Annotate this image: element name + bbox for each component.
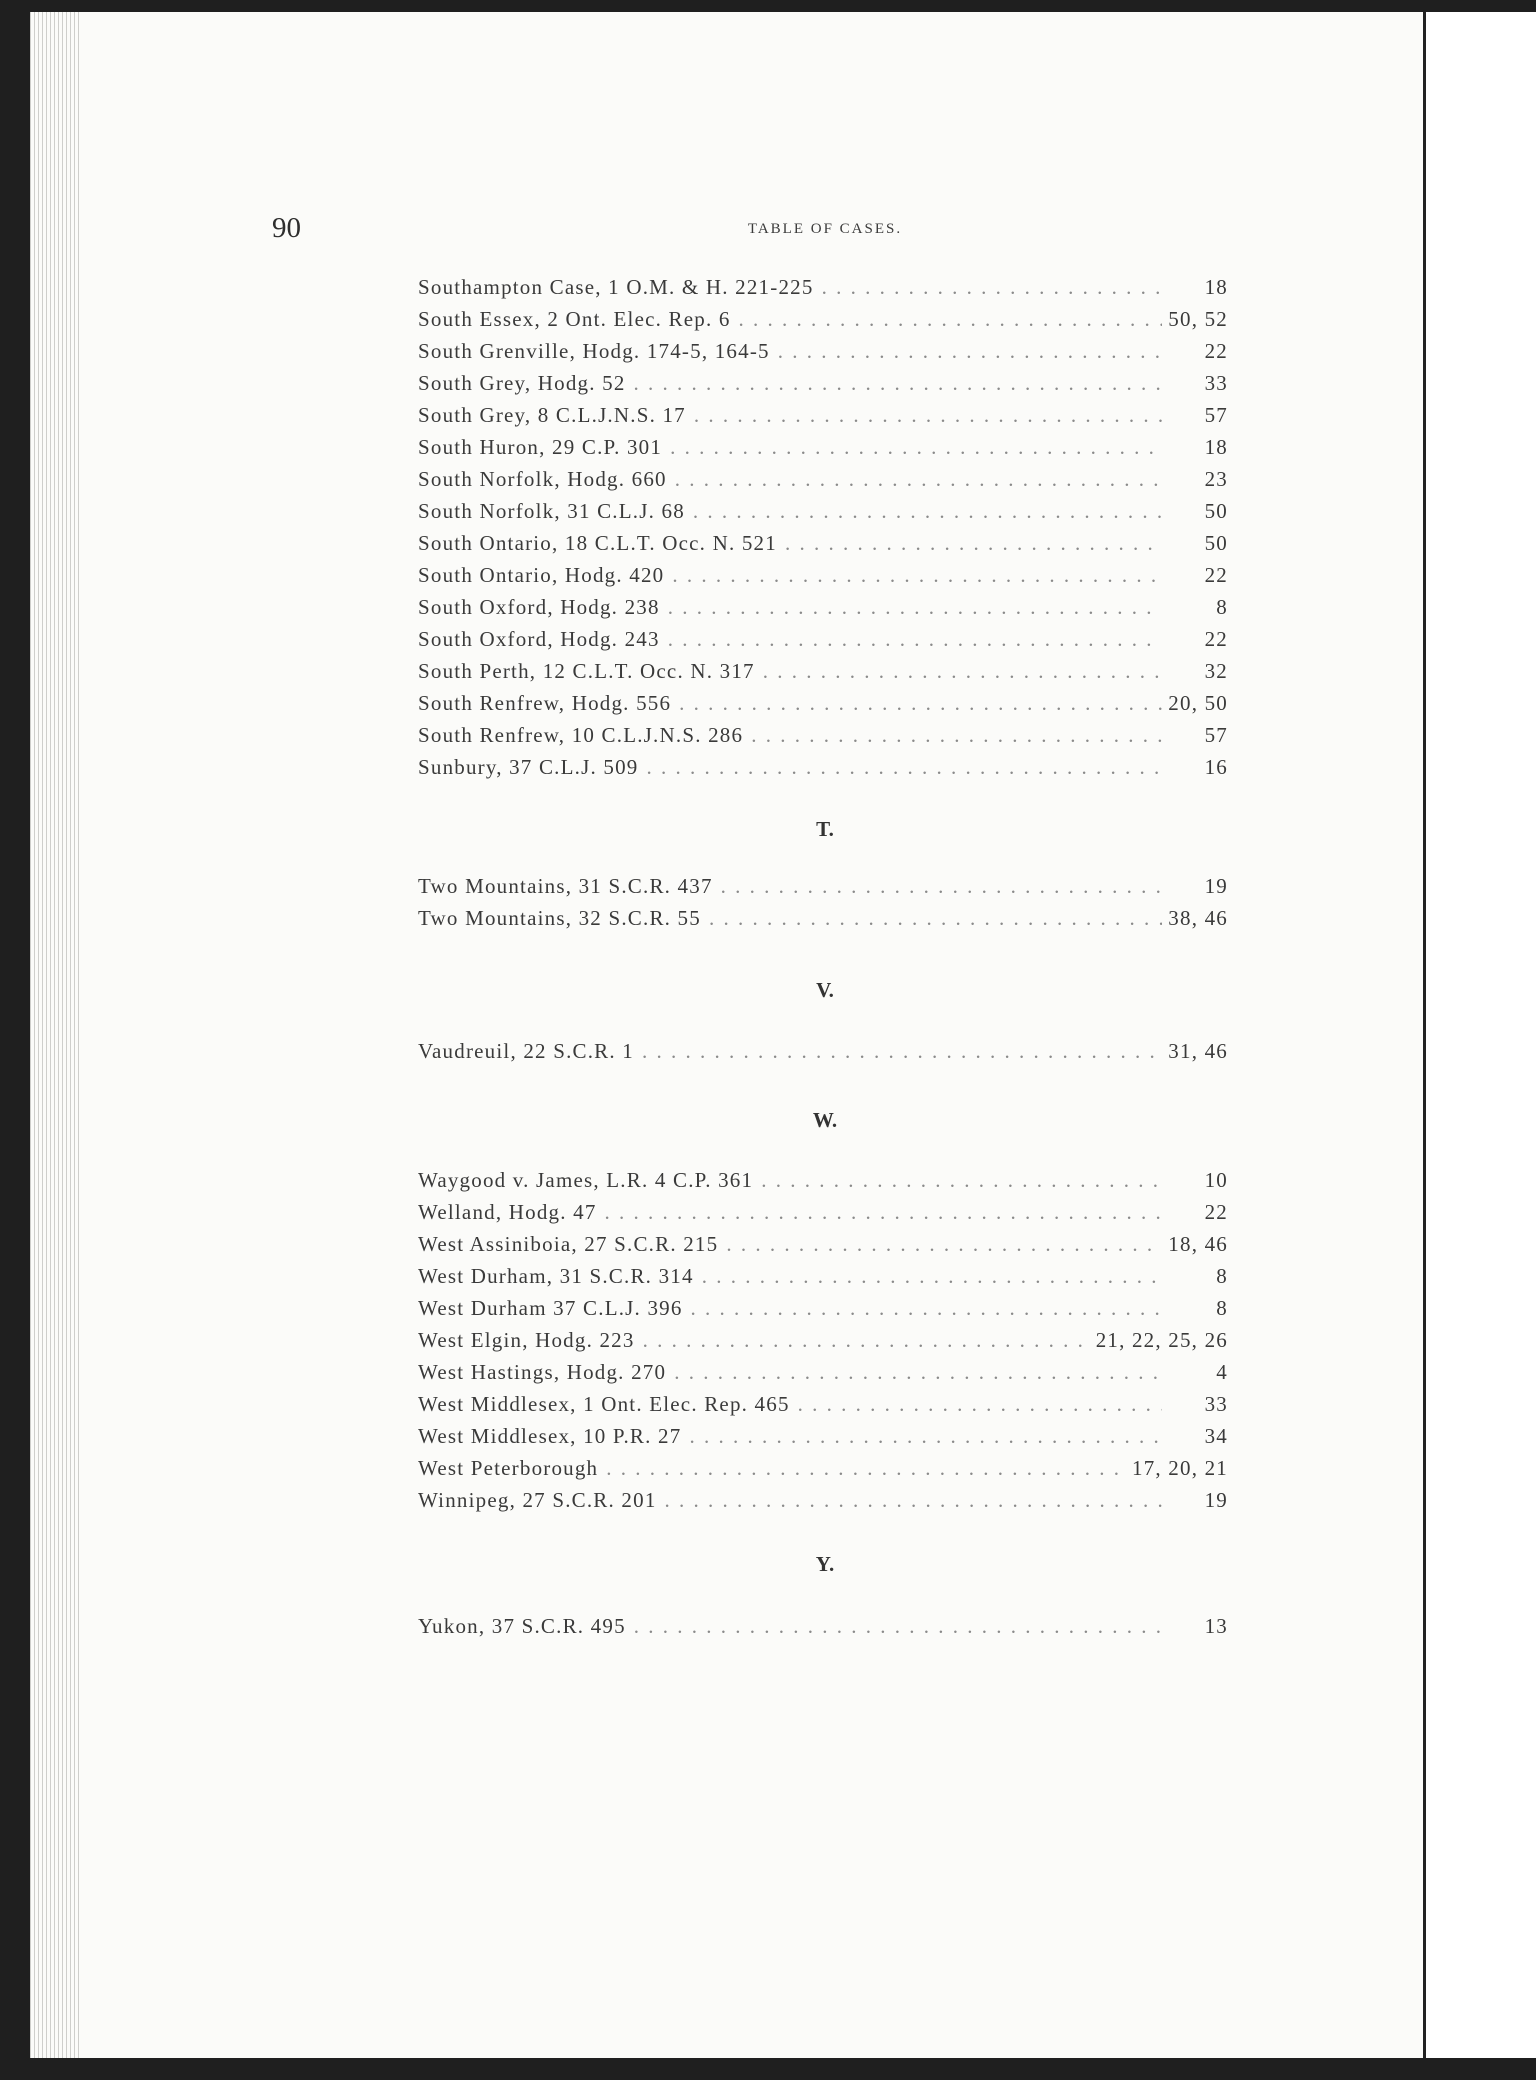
page-references: 23	[1204, 467, 1228, 491]
case-entry	[418, 303, 1228, 335]
case-name: South Oxford, Hodg. 243	[418, 627, 660, 651]
case-entry	[418, 1035, 1228, 1067]
dot-leader	[670, 431, 1162, 463]
dot-leader	[763, 655, 1162, 687]
case-name: South Ontario, 18 C.L.T. Occ. N. 521	[418, 531, 777, 555]
case-entry	[418, 335, 1228, 367]
section-t	[418, 870, 1228, 934]
case-name: South Norfolk, 31 C.L.J. 68	[418, 499, 685, 523]
case-name: South Renfrew, 10 C.L.J.N.S. 286	[418, 723, 744, 747]
dot-leader	[694, 399, 1162, 431]
case-name: Two Mountains, 31 S.C.R. 437	[418, 874, 713, 898]
case-entry	[418, 1196, 1228, 1228]
case-entry	[418, 902, 1228, 934]
dot-leader	[646, 751, 1162, 783]
case-name: South Grey, 8 C.L.J.N.S. 17	[418, 403, 686, 427]
page-references: 21, 22, 25, 26	[1095, 1328, 1228, 1352]
case-name: West Assiniboia, 27 S.C.R. 215	[418, 1232, 719, 1256]
dot-leader	[785, 527, 1162, 559]
facing-page-edge	[1423, 12, 1536, 2058]
page-references: 50, 52	[1168, 307, 1228, 331]
page-references: 57	[1204, 403, 1228, 427]
letter-heading-y: Y.	[815, 1552, 835, 1576]
case-entry	[418, 591, 1228, 623]
case-name: South Grey, Hodg. 52	[418, 371, 626, 395]
page-references: 33	[1204, 1392, 1228, 1416]
case-name: Southampton Case, 1 O.M. & H. 221-225	[418, 275, 814, 299]
case-entry	[418, 1324, 1228, 1356]
case-name: South Perth, 12 C.L.T. Occ. N. 317	[418, 659, 755, 683]
page-references: 8	[1216, 1296, 1228, 1320]
case-entry	[418, 559, 1228, 591]
case-entry	[418, 399, 1228, 431]
case-entry	[418, 1610, 1228, 1642]
page-references: 8	[1216, 595, 1228, 619]
dot-leader	[739, 303, 1162, 335]
case-name: West Peterborough	[418, 1456, 599, 1480]
case-entry	[418, 495, 1228, 527]
case-entry	[418, 1484, 1228, 1516]
page-references: 18, 46	[1168, 1232, 1228, 1256]
case-name: West Middlesex, 1 Ont. Elec. Rep. 465	[418, 1392, 790, 1416]
page-references: 50	[1204, 499, 1228, 523]
case-name: Sunbury, 37 C.L.J. 509	[418, 755, 639, 779]
case-name: Waygood v. James, L.R. 4 C.P. 361	[418, 1168, 754, 1192]
dot-leader	[761, 1164, 1162, 1196]
case-entry	[418, 1260, 1228, 1292]
case-name: Winnipeg, 27 S.C.R. 201	[418, 1488, 657, 1512]
page-references: 34	[1204, 1424, 1228, 1448]
dot-leader	[606, 1452, 1126, 1484]
dot-leader	[634, 1610, 1162, 1642]
case-name: West Durham 37 C.L.J. 396	[418, 1296, 683, 1320]
case-entry	[418, 751, 1228, 783]
dot-leader	[665, 1484, 1162, 1516]
dot-leader	[605, 1196, 1162, 1228]
case-name: Welland, Hodg. 47	[418, 1200, 597, 1224]
case-name: Yukon, 37 S.C.R. 495	[418, 1614, 626, 1638]
case-entry	[418, 655, 1228, 687]
dot-leader	[643, 1324, 1090, 1356]
page-references: 17, 20, 21	[1132, 1456, 1228, 1480]
page-references: 16	[1204, 755, 1228, 779]
dot-leader	[778, 335, 1162, 367]
dot-leader	[672, 559, 1162, 591]
dot-leader	[709, 902, 1162, 934]
page-references: 19	[1204, 874, 1228, 898]
case-name: West Hastings, Hodg. 270	[418, 1360, 667, 1384]
case-entry	[418, 870, 1228, 902]
dot-leader	[691, 1292, 1162, 1324]
dot-leader	[721, 870, 1162, 902]
case-entry	[418, 687, 1228, 719]
page-references: 22	[1204, 563, 1228, 587]
case-entry	[418, 1292, 1228, 1324]
page-references: 31, 46	[1168, 1039, 1228, 1063]
case-entry	[418, 431, 1228, 463]
dot-leader	[702, 1260, 1162, 1292]
dot-leader	[634, 367, 1162, 399]
dot-leader	[674, 1356, 1162, 1388]
section-w	[418, 1164, 1228, 1516]
case-entry	[418, 271, 1228, 303]
page-references: 32	[1204, 659, 1228, 683]
dot-leader	[822, 271, 1162, 303]
page-references: 33	[1204, 371, 1228, 395]
letter-heading-t: T.	[816, 817, 834, 841]
case-name: Vaudreuil, 22 S.C.R. 1	[418, 1039, 634, 1063]
letter-heading-v: V.	[816, 978, 834, 1002]
case-name: South Renfrew, Hodg. 556	[418, 691, 672, 715]
case-name: West Elgin, Hodg. 223	[418, 1328, 635, 1352]
page-references: 10	[1204, 1168, 1228, 1192]
page-references: 4	[1216, 1360, 1228, 1384]
page-number: 90	[272, 212, 301, 244]
case-name: Two Mountains, 32 S.C.R. 55	[418, 906, 701, 930]
dot-leader	[668, 623, 1162, 655]
page-edges	[30, 12, 82, 2058]
page-references: 20, 50	[1168, 691, 1228, 715]
case-entry	[418, 527, 1228, 559]
dot-leader	[668, 591, 1162, 623]
dot-leader	[689, 1420, 1162, 1452]
case-entry	[418, 1356, 1228, 1388]
dot-leader	[642, 1035, 1162, 1067]
case-name: West Durham, 31 S.C.R. 314	[418, 1264, 694, 1288]
case-entry	[418, 1388, 1228, 1420]
section-s	[418, 271, 1228, 783]
case-name: South Ontario, Hodg. 420	[418, 563, 665, 587]
case-entry	[418, 1420, 1228, 1452]
case-name: South Oxford, Hodg. 238	[418, 595, 660, 619]
page-references: 50	[1204, 531, 1228, 555]
case-entry	[418, 1164, 1228, 1196]
page-references: 19	[1204, 1488, 1228, 1512]
case-name: South Grenville, Hodg. 174-5, 164-5	[418, 339, 770, 363]
page-references: 22	[1204, 627, 1228, 651]
page-references: 22	[1204, 339, 1228, 363]
case-entry	[418, 367, 1228, 399]
section-v	[418, 1035, 1228, 1067]
page-references: 57	[1204, 723, 1228, 747]
page-references: 38, 46	[1168, 906, 1228, 930]
section-y	[418, 1610, 1228, 1642]
page-references: 13	[1204, 1614, 1228, 1638]
page-references: 22	[1204, 1200, 1228, 1224]
case-entry	[418, 1228, 1228, 1260]
dot-leader	[675, 463, 1162, 495]
letter-heading-w: W.	[812, 1108, 838, 1132]
page-references: 18	[1204, 435, 1228, 459]
page-references: 8	[1216, 1264, 1228, 1288]
case-name: South Norfolk, Hodg. 660	[418, 467, 667, 491]
dot-leader	[751, 719, 1162, 751]
page-references: 18	[1204, 275, 1228, 299]
case-entry	[418, 623, 1228, 655]
dot-leader	[693, 495, 1162, 527]
case-name: West Middlesex, 10 P.R. 27	[418, 1424, 682, 1448]
case-entry	[418, 1452, 1228, 1484]
case-entry	[418, 463, 1228, 495]
dot-leader	[679, 687, 1162, 719]
case-name: South Huron, 29 C.P. 301	[418, 435, 663, 459]
case-name: South Essex, 2 Ont. Elec. Rep. 6	[418, 307, 731, 331]
case-entry	[418, 719, 1228, 751]
running-head: TABLE OF CASES.	[747, 221, 903, 237]
dot-leader	[798, 1388, 1162, 1420]
dot-leader	[726, 1228, 1162, 1260]
